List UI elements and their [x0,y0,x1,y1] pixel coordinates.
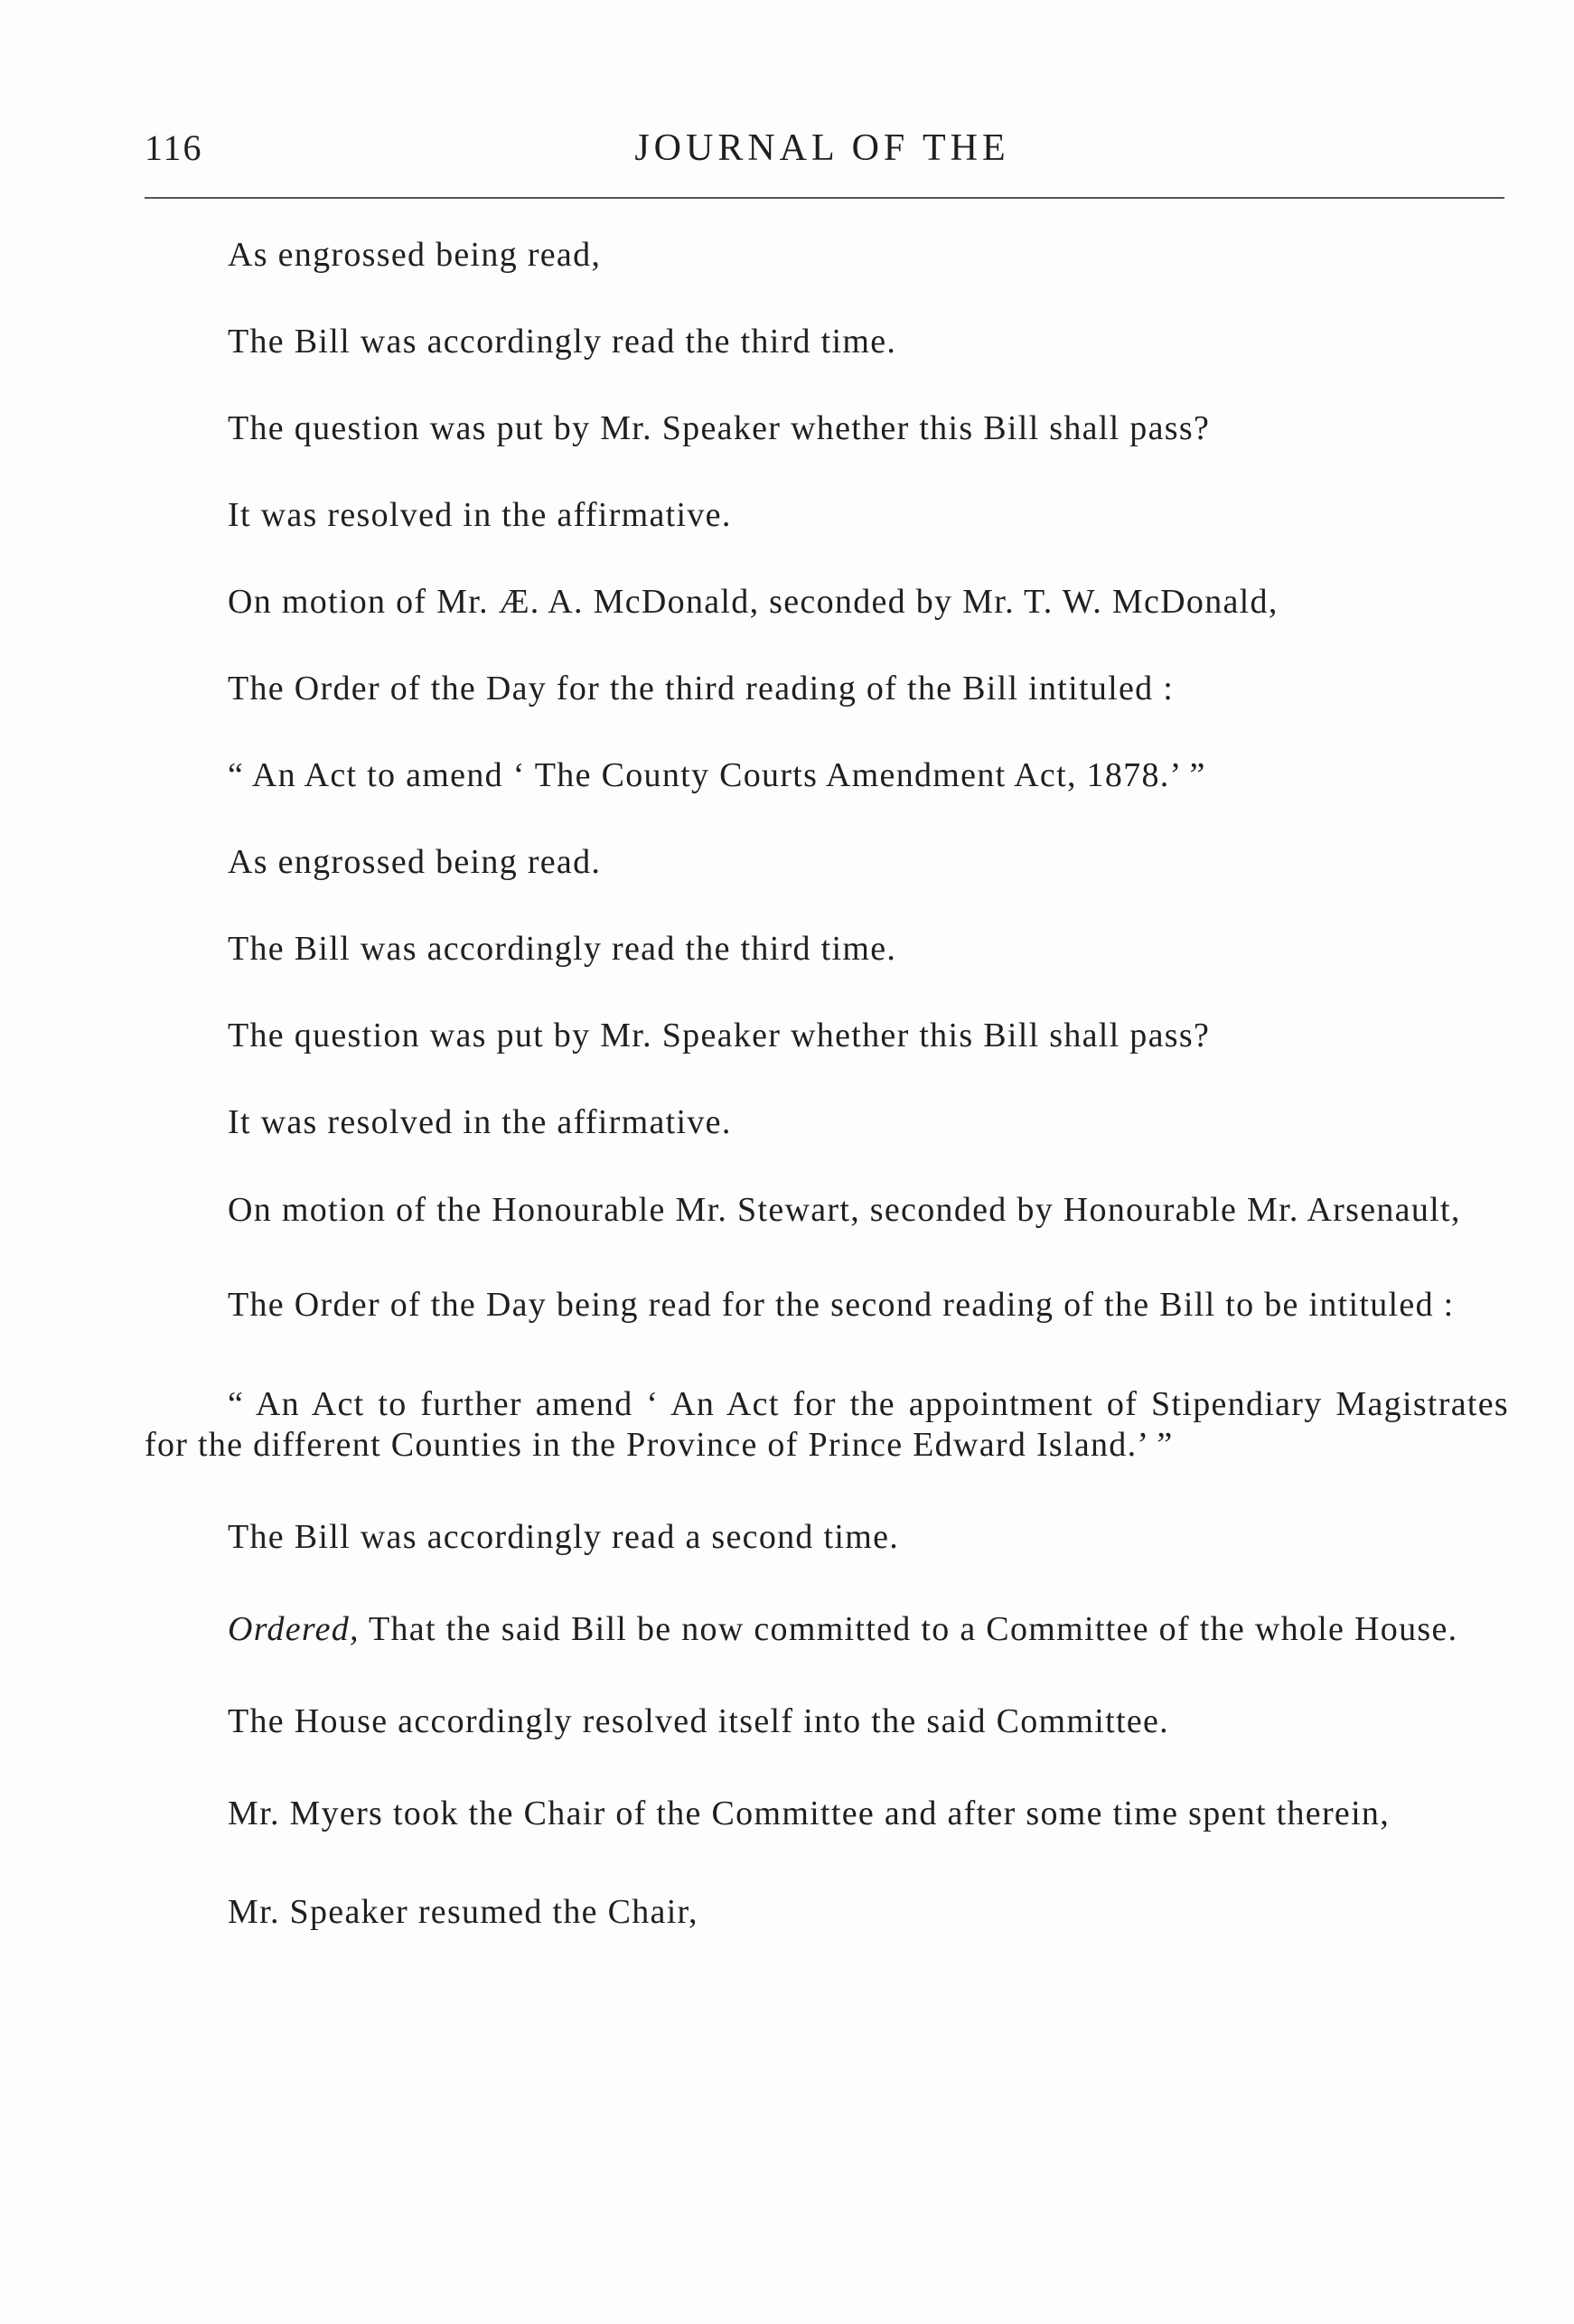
ordered-paragraph [145,1609,1509,1650]
paragraph: As engrossed being read, [228,236,602,274]
header-rule [145,197,1504,199]
paragraph: On motion of Mr. Æ. A. McDonald, seconded by Mr. T. W. McDonald, [228,583,1279,621]
page-header [145,127,1500,181]
paragraph: The Order of the Day being read for the second reading of the Bill to be intituled : [228,1286,1455,1324]
ordered-label: Ordered, [228,1610,360,1648]
paragraph: The question was put by Mr. Speaker whether this Bill shall pass? [228,1017,1211,1054]
paragraph: Mr. Speaker resumed the Chair, [228,1893,698,1931]
paragraph: The question was put by Mr. Speaker whether this Bill shall pass? [228,409,1211,447]
paragraph: The House accordingly resolved itself into the said Committee. [228,1702,1169,1740]
paragraph: The Bill was accordingly read the third time. [228,930,897,968]
running-title: JOURNAL OF THE [634,127,1010,169]
paragraph: As engrossed being read. [228,843,602,881]
paragraph: Mr. Myers took the Chair of the Committee and after some time spent therein, [228,1795,1391,1832]
page-number: 116 [145,127,203,168]
paragraph: On motion of the Honourable Mr. Stewart, seconded by Honourable Mr. Arsenault, [228,1191,1461,1229]
paragraph: The Bill was accordingly read the third time. [228,323,897,361]
paragraph: “ An Act to amend ‘ The County Courts Amendment Act, 1878.’ ” [228,756,1206,794]
paragraph: “ An Act to further amend ‘ An Act for the appointment of Stipendiary Magistrates for the different Counties in the Province of Prince Edward Island.’ ” [145,1385,1509,1464]
paragraph: It was resolved in the affirmative. [228,496,732,534]
journal-body [145,235,1509,1933]
paragraph: It was resolved in the affirmative. [228,1103,732,1141]
paragraph: The Order of the Day for the third reading of the Bill intituled : [228,670,1175,708]
paragraph: The Bill was accordingly read a second time. [228,1518,900,1556]
ordered-text: That the said Bill be now committed to a Committee of the whole House. [368,1610,1458,1648]
